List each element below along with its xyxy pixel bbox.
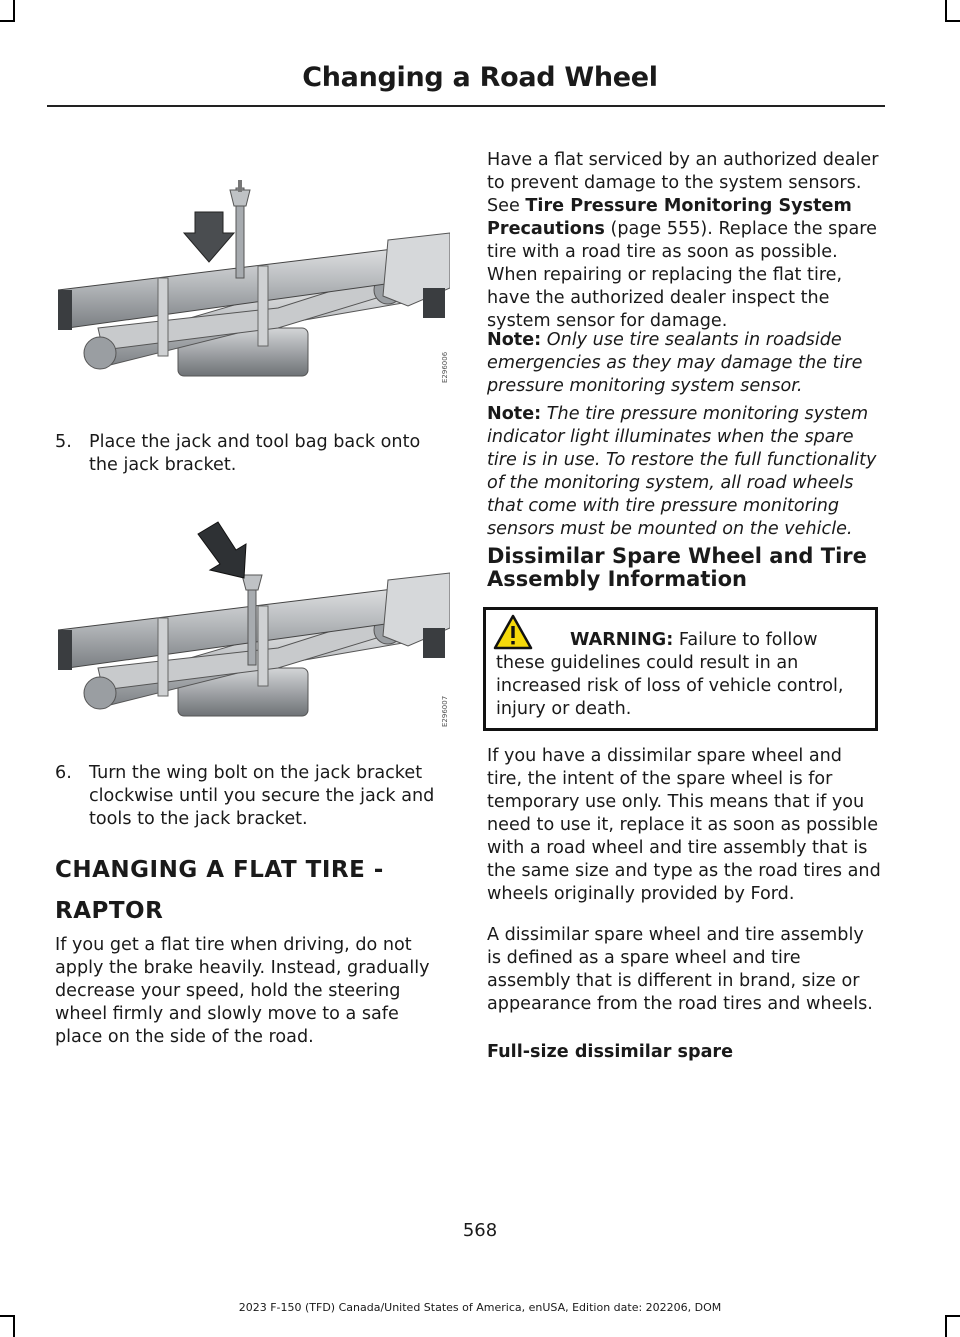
step-5 <box>55 431 450 477</box>
paragraph-text: (page 555). Replace the spare tire with a road tire as soon as possible. When repairing or replacing the flat tire, have the authorized dealer inspect the system sensor for damage. <box>487 219 877 331</box>
paragraph-text: Have a flat serviced by an authorized dealer to prevent damage to the system sensors. See <box>487 150 879 216</box>
crop-mark <box>946 1315 960 1317</box>
tpms-precautions-link[interactable]: Tire Pressure Monitoring System Precautions <box>487 196 852 239</box>
crop-mark <box>945 1315 947 1337</box>
header-divider <box>47 105 885 107</box>
definition-paragraph: A dissimilar spare wheel and tire assembly is defined as a spare wheel and tire assembly that is different in brand, size or appearance from the road tires and wheels. <box>487 925 873 1014</box>
note-text: Only use tire sealants in roadside emergencies as they may damage the tire pressure monitoring system sensor. <box>487 330 863 396</box>
section-heading-line1: CHANGING A FLAT TIRE - <box>55 857 384 883</box>
warning-body: Failure to follow these guidelines could result in an increased risk of loss of vehicle control, injury or death. <box>496 630 844 719</box>
step-text: Place the jack and tool bag back onto the jack bracket. <box>89 432 421 475</box>
crop-mark <box>0 20 14 22</box>
note-label: Note: <box>487 330 542 350</box>
warning-text <box>496 629 868 721</box>
warning-label: WARNING: <box>570 630 674 650</box>
note-label: Note: <box>487 404 542 424</box>
note-text: The tire pressure monitoring system indicator light illuminates when the spare tire is in use. To restore the full functionality of the monitoring system, all road wheels that come with tire pressure monitoring sensors must be mounted on the vehicle. <box>487 404 877 539</box>
crop-mark <box>945 0 947 22</box>
figure-code: E296007 <box>441 695 449 727</box>
flat-tire-paragraph: If you get a flat tire when driving, do not apply the brake heavily. Instead, gradually decrease your speed, hold the steering wheel firmly and slowly move to a safe place on the side of the road. <box>55 935 430 1047</box>
page-title: Changing a Road Wheel <box>302 62 658 93</box>
note-1 <box>487 329 882 398</box>
jack-illustration-1 <box>58 178 450 388</box>
crop-mark <box>0 1315 14 1317</box>
dissimilar-paragraph: If you have a dissimilar spare wheel and tire, the intent of the spare wheel is for temporary use only. This means that if you need to use it, replace it as soon as possible with a road wheel and tire assembly that is the same size and type as the road tires and wheels originally provided by Ford. <box>487 746 881 904</box>
crop-mark <box>946 20 960 22</box>
page-number: 568 <box>462 1220 498 1241</box>
crop-mark <box>13 0 15 22</box>
section-heading-line2: RAPTOR <box>55 898 164 924</box>
figure-code: E296006 <box>441 351 449 383</box>
note-2 <box>487 403 882 541</box>
crop-mark <box>13 1315 15 1337</box>
step-6 <box>55 762 450 831</box>
step-number: 5. <box>55 432 72 452</box>
step-text: Turn the wing bolt on the jack bracket clockwise until you secure the jack and tools to the jack bracket. <box>89 763 435 829</box>
subsection-heading: Dissimilar Spare Wheel and Tire Assembly Information <box>487 544 867 591</box>
step-number: 6. <box>55 763 72 783</box>
jack-illustration-2 <box>58 520 450 730</box>
service-paragraph <box>487 149 882 333</box>
section-heading <box>55 855 450 926</box>
warning-box <box>483 607 878 731</box>
full-size-heading: Full-size dissimilar spare <box>487 1042 734 1062</box>
edition-footer: 2023 F-150 (TFD) Canada/United States of America, enUSA, Edition date: 202206, DOM <box>238 1301 722 1314</box>
